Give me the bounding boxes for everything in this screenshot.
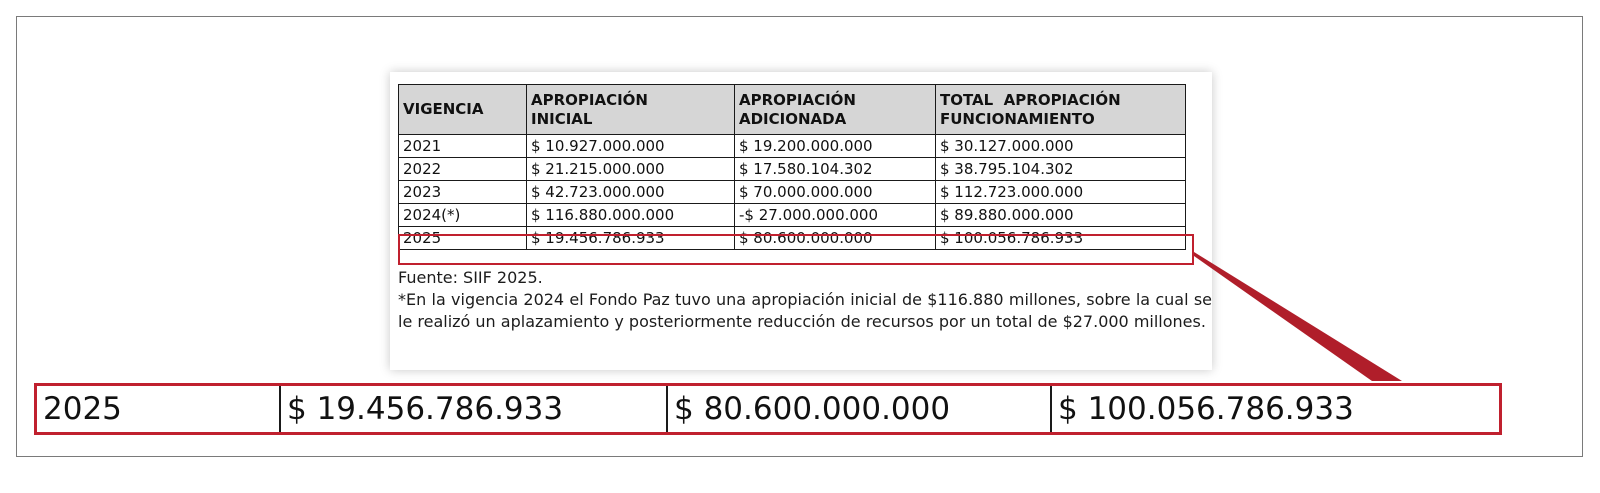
header-apropiacion-adicionada: APROPIACIÓN ADICIONADA — [735, 85, 936, 135]
table-cell: $ 10.927.000.000 — [527, 135, 735, 158]
table-cell: 2023 — [399, 181, 527, 204]
table-cell: $ 89.880.000.000 — [936, 204, 1186, 227]
footnote: *En la vigencia 2024 el Fondo Paz tuvo una apropiación inicial de $116.880 millones, sobre la cual se le realizó un aplazamiento y posteriormente reducción de recursos por un total de $27.000 millones. — [398, 290, 1212, 331]
zoomed-row — [34, 383, 1502, 435]
table-cell: 2022 — [399, 158, 527, 181]
zoomed-cell-inicial: $ 19.456.786.933 — [279, 386, 666, 432]
table-cell: $ 21.215.000.000 — [527, 158, 735, 181]
zoomed-cell-adicionada: $ 80.600.000.000 — [666, 386, 1050, 432]
table-cell: 2021 — [399, 135, 527, 158]
table-cell: $ 80.600.000.000 — [735, 227, 936, 250]
table-cell: -$ 27.000.000.000 — [735, 204, 936, 227]
table-cell: $ 19.456.786.933 — [527, 227, 735, 250]
table-cell: $ 19.200.000.000 — [735, 135, 936, 158]
zoomed-cell-year: 2025 — [43, 391, 122, 427]
table-cell: $ 70.000.000.000 — [735, 181, 936, 204]
table-cell: $ 30.127.000.000 — [936, 135, 1186, 158]
table-cell: $ 116.880.000.000 — [527, 204, 735, 227]
table-cell: $ 38.795.104.302 — [936, 158, 1186, 181]
table-cell: $ 42.723.000.000 — [527, 181, 735, 204]
table-cell: 2024(*) — [399, 204, 527, 227]
header-apropiacion-inicial: APROPIACIÓN INICIAL — [527, 85, 735, 135]
table-cell: 2025 — [399, 227, 527, 250]
table-cell: $ 112.723.000.000 — [936, 181, 1186, 204]
zoomed-cell-total: $ 100.056.786.933 — [1050, 386, 1499, 432]
header-total-apropiacion: TOTAL APROPIACIÓN FUNCIONAMIENTO — [936, 85, 1186, 135]
header-vigencia: VIGENCIA — [399, 85, 527, 135]
table-cell: $ 100.056.786.933 — [936, 227, 1186, 250]
callout-arrow — [1194, 252, 1402, 381]
table-cell: $ 17.580.104.302 — [735, 158, 936, 181]
source-note: Fuente: SIIF 2025. — [398, 268, 543, 287]
